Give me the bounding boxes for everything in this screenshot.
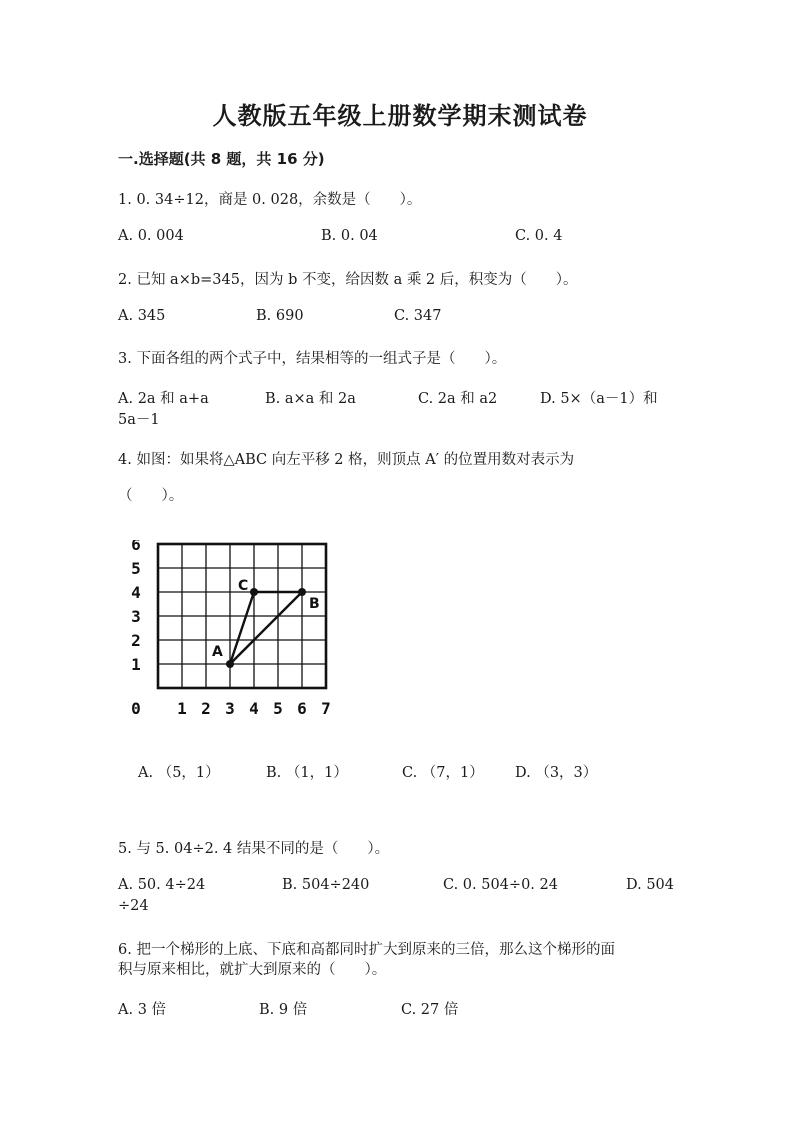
q4-option-d: D. （3，3）	[515, 765, 598, 781]
q2-option-b: B. 690	[256, 308, 304, 324]
q3-option-c: C. 2a 和 a2	[418, 391, 498, 407]
x-tick-label: 2	[201, 699, 211, 718]
vertex-label-a: A	[212, 644, 223, 660]
vertex-label-b: B	[309, 596, 320, 612]
q4-option-c: C. （7，1）	[402, 765, 484, 781]
q5-option-a: A. 50. 4÷24	[118, 877, 206, 893]
x-tick-label: 7	[321, 699, 331, 718]
question-4-stem-continued: （ ）。	[118, 488, 184, 504]
y-tick-label: 4	[131, 583, 141, 602]
x-tick-label: 0	[131, 699, 141, 718]
question-1-stem: 1. 0. 34÷12，商是 0. 028，余数是（ ）。	[118, 192, 422, 208]
y-tick-label: 1	[131, 655, 141, 674]
q1-option-b: B. 0. 04	[321, 228, 378, 244]
x-tick-label: 5	[273, 699, 283, 718]
y-tick-label: 6	[131, 540, 141, 554]
q4-option-a: A. （5，1）	[138, 765, 220, 781]
x-tick-label: 3	[225, 699, 235, 718]
section-heading: 一.选择题(共 8 题，共 16 分)	[118, 150, 325, 168]
q3-option-d: D. 5×（a－1）和	[540, 391, 658, 407]
vertex-point-b	[298, 588, 306, 596]
q6-option-b: B. 9 倍	[259, 1002, 308, 1018]
q2-option-c: C. 347	[394, 308, 442, 324]
grid-svg	[128, 540, 348, 720]
vertex-label-c: C	[238, 578, 249, 594]
question-4-stem: 4. 如图：如果将△ABC 向左平移 2 格，则顶点 A′ 的位置用数对表示为	[118, 452, 575, 468]
x-tick-label: 1	[177, 699, 187, 718]
q1-option-a: A. 0. 004	[118, 228, 184, 244]
q5-option-d-continued: ÷24	[118, 898, 149, 914]
x-tick-label: 4	[249, 699, 259, 718]
vertex-point-a	[226, 660, 234, 668]
question-5-stem: 5. 与 5. 04÷2. 4 结果不同的是（ ）。	[118, 841, 390, 857]
y-tick-label: 3	[131, 607, 141, 626]
q5-option-c: C. 0. 504÷0. 24	[443, 877, 558, 893]
coordinate-grid-figure	[128, 540, 348, 720]
x-tick-label: 6	[297, 699, 307, 718]
q5-option-b: B. 504÷240	[282, 877, 370, 893]
q2-option-a: A. 345	[118, 308, 166, 324]
page-title: 人教版五年级上册数学期末测试卷	[212, 102, 588, 130]
q5-option-d: D. 504	[626, 877, 675, 893]
q6-option-a: A. 3 倍	[118, 1002, 167, 1018]
q3-option-b: B. a×a 和 2a	[265, 391, 356, 407]
q6-option-c: C. 27 倍	[401, 1002, 459, 1018]
question-2-stem: 2. 已知 a×b=345，因为 b 不变，给因数 a 乘 2 后，积变为（ ）。	[118, 272, 578, 288]
y-tick-label: 5	[131, 559, 141, 578]
question-6-stem: 6. 把一个梯形的上底、下底和高都同时扩大到原来的三倍，那么这个梯形的面	[118, 942, 615, 958]
question-3-stem: 3. 下面各组的两个式子中，结果相等的一组式子是（ ）。	[118, 351, 507, 367]
y-tick-label: 2	[131, 631, 141, 650]
q3-option-d-continued: 5a－1	[118, 412, 160, 428]
q4-option-b: B. （1，1）	[266, 765, 348, 781]
question-6-stem-continued: 积与原来相比，就扩大到原来的（ ）。	[118, 962, 387, 978]
vertex-point-c	[250, 588, 258, 596]
q1-option-c: C. 0. 4	[515, 228, 563, 244]
q3-option-a: A. 2a 和 a+a	[118, 391, 209, 407]
